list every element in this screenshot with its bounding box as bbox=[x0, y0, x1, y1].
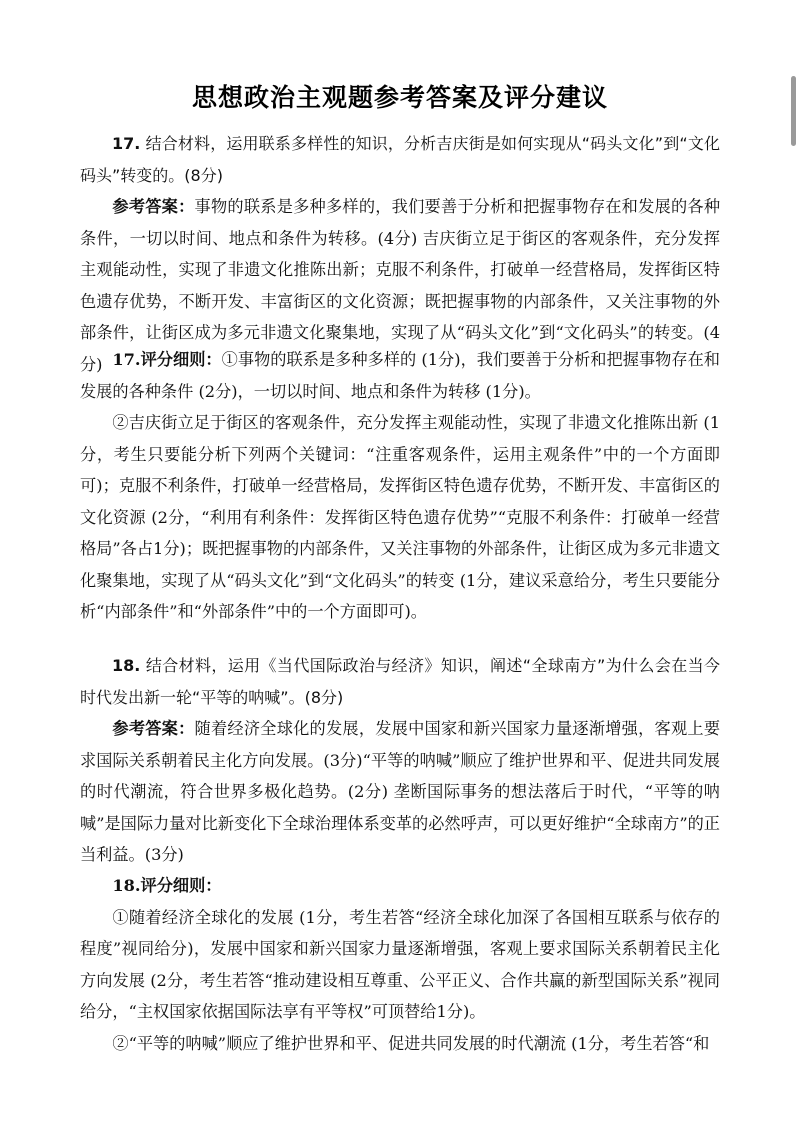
question-17-number: 17. bbox=[112, 134, 141, 153]
answer-18-label: 参考答案： bbox=[112, 719, 195, 738]
rubric-18-item-1: ①随着经济全球化的发展 (1分，考生若答“经济全球化加深了各国相互联系与依存的程度”视同给分)，发展中国家和新兴国家力量逐渐增强，客观上要求国际关系朝着民主化方向发展 (2分，考生若答“推动建设相互尊重、公平正义、合作共赢的新型国际关系”视同给分，“主权国家依据国际法享有平等权”可顶替给1分)。 bbox=[80, 907, 720, 1021]
page-title: 思想政治主观题参考答案及评分建议 bbox=[191, 83, 608, 112]
rubric-18-label: 18.评分细则： bbox=[112, 876, 222, 895]
rubric-17-item-1: ①事物的联系是多种多样的 (1分)，我们要善于分析和把握事物存在和发展的各种条件 (2分)，一切以时间、地点和条件为转移 (1分)。 bbox=[80, 350, 720, 401]
answer-18-text: 随着经济全球化的发展，发展中国家和新兴国家力量逐渐增强，客观上要求国际关系朝着民主化方向发展。(3分)“平等的呐喊”顺应了维护世界和平、促进共同发展的时代潮流，符合世界多极化趋势。(2分) 垄断国际事务的想法落后于时代，“平等的呐喊”是国际力量对比新变化下全球治理体系变革的必然呼声，可以更好维护“全球南方”的正当利益。(3分) bbox=[80, 719, 721, 864]
answer-17-label: 参考答案： bbox=[112, 197, 195, 216]
rubric-18 bbox=[80, 870, 720, 1059]
rubric-17 bbox=[80, 344, 720, 628]
rubric-17-label: 17.评分细则： bbox=[112, 350, 222, 369]
question-18-number: 18. bbox=[112, 656, 141, 675]
question-17-text: 结合材料，运用联系多样性的知识，分析吉庆街是如何实现从“码头文化”到“文化码头”转变的。(8分) bbox=[80, 134, 720, 185]
question-18-text: 结合材料，运用《当代国际政治与经济》知识，阐述“全球南方”为什么会在当今时代发出新一轮“平等的呐喊”。(8分) bbox=[80, 656, 720, 707]
rubric-17-item-2: ②吉庆街立足于街区的客观条件，充分发挥主观能动性，实现了非遗文化推陈出新 (1分，考生只要能分析下列两个关键词：“注重客观条件，运用主观条件”中的一个方面即可)；克服不利条件，打破单一经营格局，发挥街区特色遗存优势，不断开发、丰富街区的文化资源 (2分，“利用有利条件：发挥街区特色遗存优势”“克服不利条件：打破单一经营格局”各占1分)；既把握事物的内部条件，又关注事物的外部条件，让街区成为多元非遗文化聚集地，实现了从“码头文化”到“文化码头”的转变 (1分，建议采意给分，考生只要能分析“内部条件”和“外部条件”中的一个方面即可)。 bbox=[80, 413, 721, 621]
question-17 bbox=[80, 128, 720, 191]
rubric-18-item-2: ②“平等的呐喊”顺应了维护世界和平、促进共同发展的时代潮流 (1分，考生若答“和 bbox=[112, 1033, 710, 1053]
answer-17-text: 事物的联系是多种多样的，我们要善于分析和把握事物存在和发展的各种条件，一切以时间、地点和条件为转移。(4分) 吉庆街立足于街区的客观条件，充分发挥主观能动性，实现了非遗文化推陈出新；克服不利条件，打破单一经营格局，发挥街区特色遗存优势，不断开发、丰富街区的文化资源；既把握事物的内部条件，又关注事物的外部条件，让街区成为多元非遗文化聚集地，实现了从“码头文化”到“文化码头”的转变。(4分) bbox=[80, 197, 721, 374]
answer-18 bbox=[80, 713, 720, 871]
question-18 bbox=[80, 650, 720, 713]
